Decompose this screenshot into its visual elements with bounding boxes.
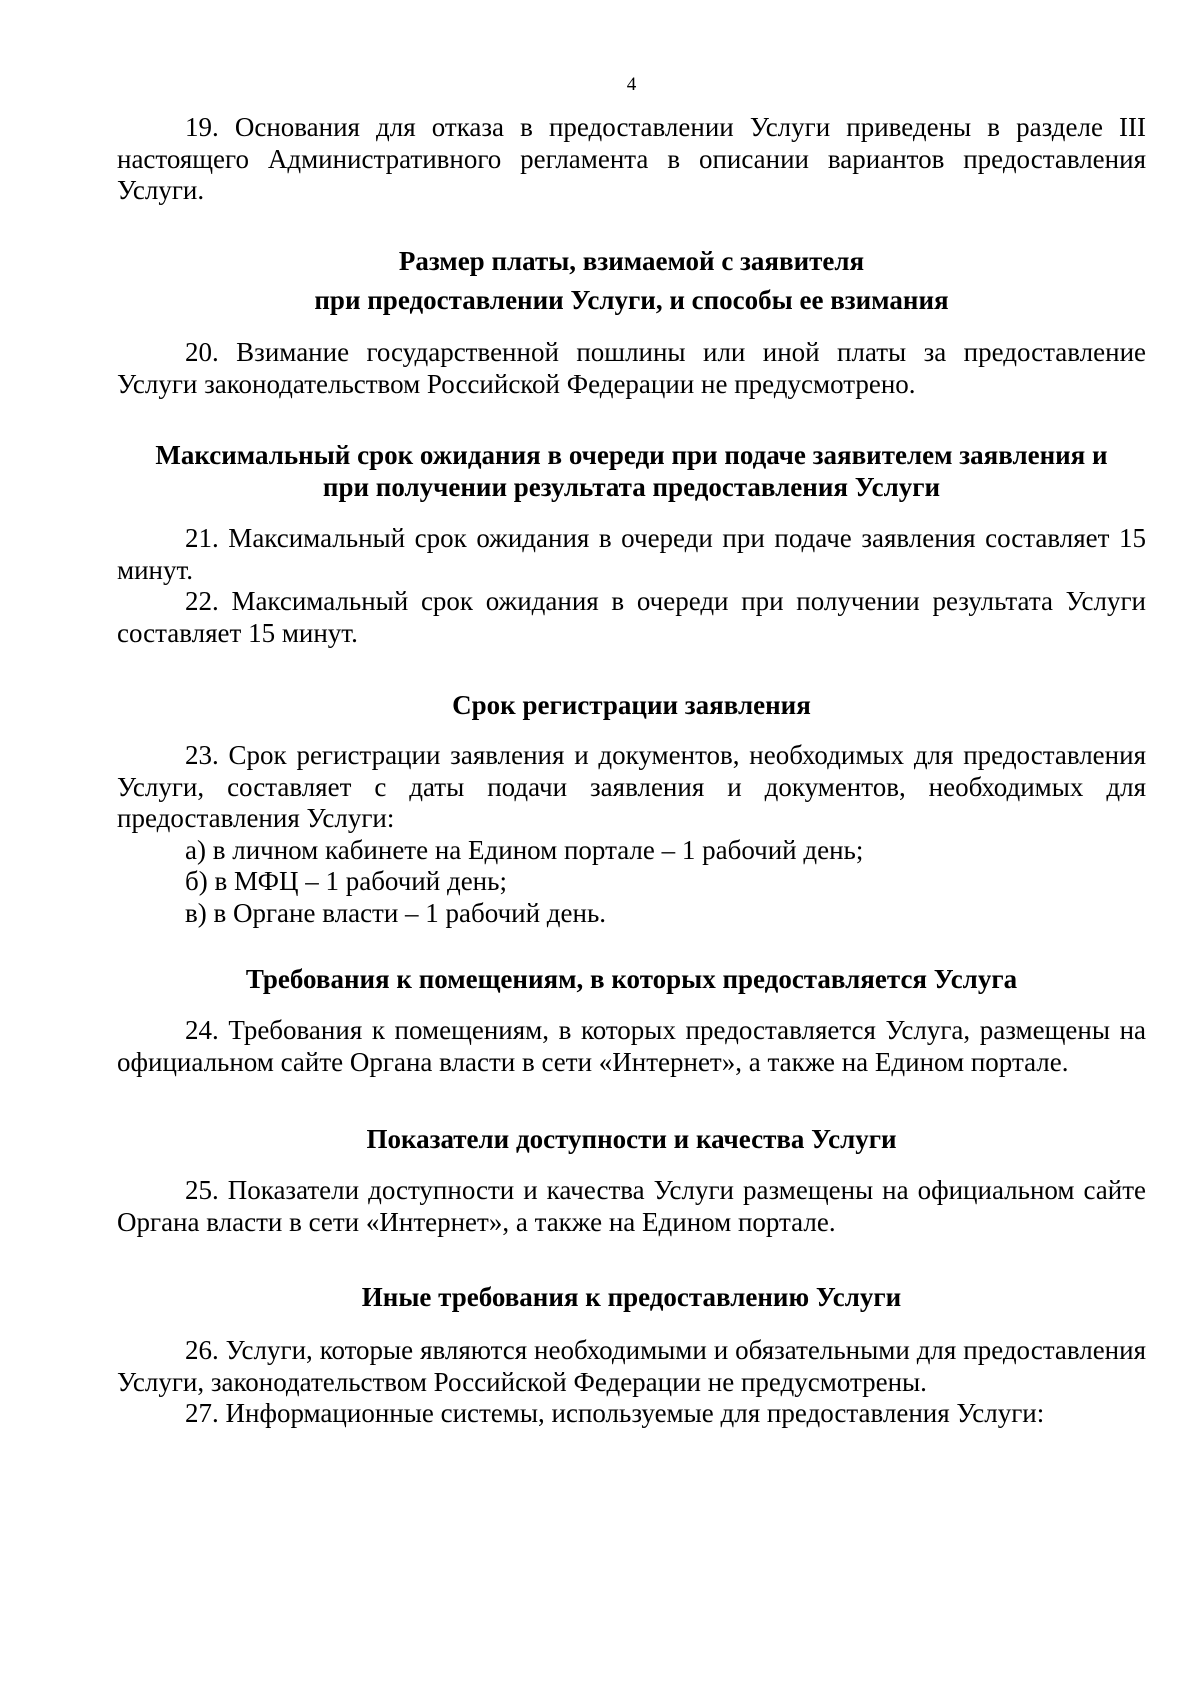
paragraph-23-block: [117, 740, 1146, 929]
paragraph-19: 19. Основания для отказа в предоставлении Услуги приведены в разделе III настоящего Административного регламента в описании вариантов предоставления Услуги.: [117, 112, 1146, 205]
paragraph-19-block: [117, 112, 1146, 207]
heading-fee-line2: при предоставлении Услуги, и способы ее взимания: [314, 284, 949, 315]
heading-registration: Срок регистрации заявления: [452, 690, 811, 720]
paragraph-21: 21. Максимальный срок ожидания в очереди при подаче заявления составляет 15 минут.: [117, 523, 1146, 585]
paragraph-26: 26. Услуги, которые являются необходимыми и обязательными для предоставления Услуги, законодательством Российской Федерации не предусмотрены.: [117, 1335, 1146, 1397]
heading-premises: Требования к помещениям, в которых предоставляется Услуга: [245, 964, 1018, 994]
heading-quality: Показатели доступности и качества Услуги: [366, 1124, 897, 1154]
section-quality: [117, 1120, 1146, 1159]
paragraph-23: 23. Срок регистрации заявления и документов, необходимых для предоставления Услуги, составляет с даты подачи заявления и документов, необходимых для предоставления Услуги:: [117, 740, 1146, 833]
paragraphs-21-22-block: [117, 523, 1146, 649]
paragraph-24-block: [117, 1015, 1146, 1078]
section-fee: [117, 242, 1146, 319]
paragraph-20-block: [117, 337, 1146, 400]
section-other: [117, 1278, 1146, 1317]
paragraph-22: 22. Максимальный срок ожидания в очереди при получении результата Услуги составляет 15 минут.: [117, 586, 1146, 648]
heading-other: Иные требования к предоставлению Услуги: [361, 1282, 902, 1312]
paragraph-20: 20. Взимание государственной пошлины или иной платы за предоставление Услуги законодательством Российской Федерации не предусмотрено.: [117, 337, 1146, 399]
paragraph-27: 27. Информационные системы, используемые для предоставления Услуги:: [185, 1398, 1045, 1428]
heading-fee-line1: Размер платы, взимаемой с заявителя: [398, 246, 865, 276]
paragraph-25: 25. Показатели доступности и качества Услуги размещены на официальном сайте Органа власти в сети «Интернет», а также на Едином портале.: [117, 1175, 1146, 1237]
page-number: 4: [626, 74, 637, 95]
section-queue: [117, 440, 1146, 503]
heading-queue-line1: Максимальный срок ожидания в очереди при подаче заявителем заявления и: [155, 440, 1108, 470]
paragraphs-26-27-block: [117, 1335, 1146, 1430]
heading-queue-line2: при получении результата предоставления Услуги: [322, 471, 941, 502]
paragraph-23-item-b: б) в МФЦ – 1 рабочий день;: [185, 866, 507, 896]
paragraph-23-item-c: в) в Органе власти – 1 рабочий день.: [185, 897, 607, 928]
paragraph-25-block: [117, 1175, 1146, 1238]
paragraph-23-item-a: а) в личном кабинете на Едином портале – 1 рабочий день;: [185, 834, 864, 865]
section-premises: [117, 960, 1146, 999]
paragraph-24: 24. Требования к помещениям, в которых предоставляется Услуга, размещены на официальном сайте Органа власти в сети «Интернет», а также на Едином портале.: [117, 1015, 1146, 1077]
section-registration: [117, 686, 1146, 725]
